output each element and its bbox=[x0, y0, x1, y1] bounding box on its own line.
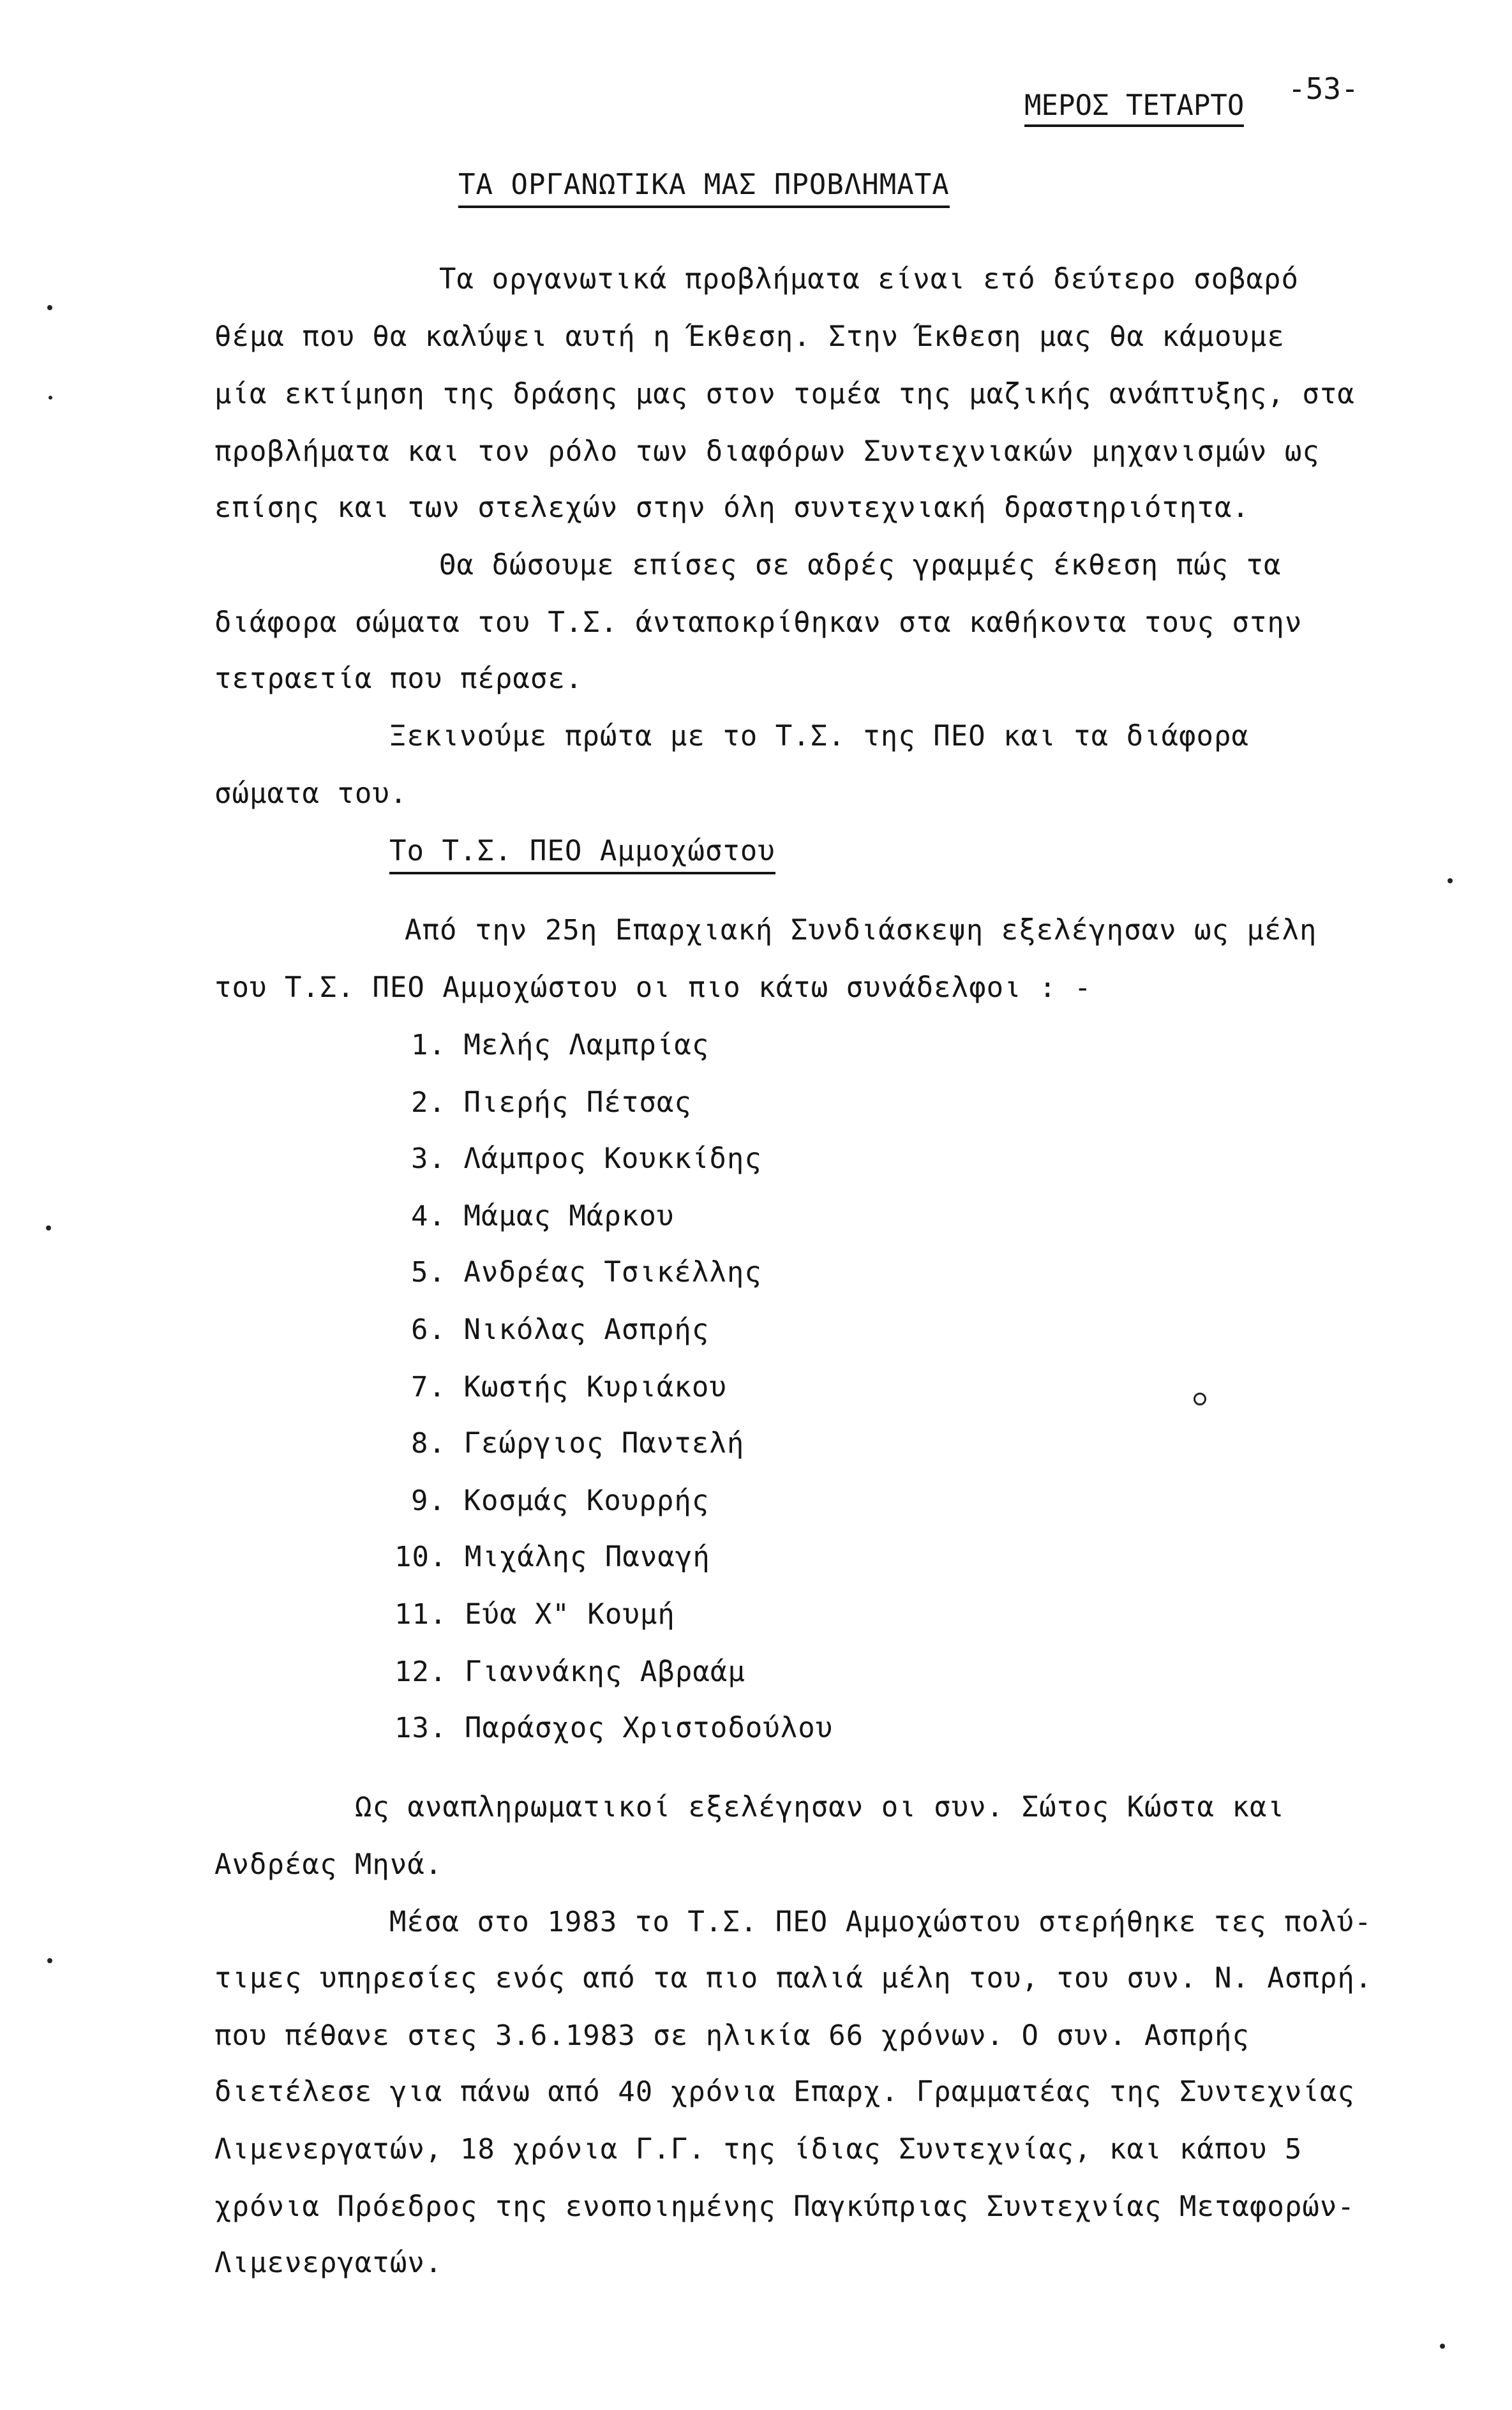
obituary-line: που πέθανε στες 3.6.1983 σε ηλικία 66 χρόνων. Ο συν. Ασπρής bbox=[214, 2019, 1250, 2052]
election-line: του Τ.Σ. ΠΕΟ Αμμοχώστου οι πιο κάτω συνάδελφοι : - bbox=[214, 971, 1092, 1004]
page-number: -53- bbox=[1288, 71, 1359, 106]
circle-mark bbox=[1194, 1393, 1206, 1405]
substitutes-line: Ανδρέας Μηνά. bbox=[214, 1848, 443, 1881]
member-item: 13. Παράσχος Χριστοδούλου bbox=[394, 1712, 834, 1744]
scan-speck bbox=[47, 305, 52, 310]
scan-speck bbox=[1440, 2344, 1445, 2349]
member-item: 12. Γιαννάκης Αβραάμ bbox=[394, 1656, 745, 1688]
intro-line: Ξεκινούμε πρώτα με το Τ.Σ. της ΠΕΟ και τα διάφορα bbox=[389, 720, 1250, 752]
page-title: ΤΑ ΟΡΓΑΝΩΤΙΚΑ ΜΑΣ ΠΡΟΒΛΗΜΑΤΑ bbox=[458, 167, 950, 208]
intro-line: τετραετία που πέρασε. bbox=[214, 662, 583, 695]
member-item: 2. Πιερής Πέτσας bbox=[411, 1086, 692, 1119]
member-item: 10. Μιχάλης Παναγή bbox=[394, 1541, 710, 1573]
member-item: 11. Εύα Χ" Κουμή bbox=[394, 1598, 675, 1631]
intro-line: προβλήματα και τον ρόλο των διαφόρων Συντεχνιακών μηχανισμών ως bbox=[214, 435, 1320, 468]
intro-line: θέμα που θα καλύψει αυτή η Έκθεση. Στην Έκθεση μας θα κάμουμε bbox=[214, 320, 1285, 353]
intro-line: διάφορα σώματα του Τ.Σ. άνταποκρίθηκαν στα καθήκοντα τους στην bbox=[214, 606, 1303, 639]
obituary-line: τιμες υπηρεσίες ενός από τα πιο παλιά μέλη του, του συν. Ν. Ασπρή. bbox=[214, 1962, 1373, 1995]
obituary-line: χρόνια Πρόεδρος της ενοποιημένης Παγκύπριας Συντεχνίας Μεταφορών- bbox=[214, 2190, 1355, 2223]
intro-line: μία εκτίμηση της δράσης μας στον τομέα της μαζικής ανάπτυξης, στα bbox=[214, 378, 1355, 410]
scan-speck bbox=[49, 396, 52, 400]
section-header: ΜΕΡΟΣ ΤΕΤΑΡΤΟ bbox=[1024, 89, 1244, 127]
obituary-line: Λιμενεργατών. bbox=[214, 2247, 443, 2279]
obituary-line: Μέσα στο 1983 το Τ.Σ. ΠΕΟ Αμμοχώστου στερήθηκε τες πολύ- bbox=[389, 1906, 1372, 1938]
member-item: 6. Νικόλας Ασπρής bbox=[411, 1314, 710, 1346]
member-item: 5. Ανδρέας Τσικέλλης bbox=[411, 1256, 762, 1289]
member-item: 9. Κοσμάς Κουρρής bbox=[411, 1485, 710, 1517]
scan-speck bbox=[47, 1958, 52, 1963]
scan-speck bbox=[46, 1225, 51, 1231]
election-line: Από την 25η Επαρχιακή Συνδιάσκεψη εξελέγησαν ως μέλη bbox=[405, 914, 1317, 947]
member-item: 1. Μελής Λαμπρίας bbox=[411, 1029, 710, 1061]
member-item: 3. Λάμπρος Κουκκίδης bbox=[411, 1142, 762, 1175]
member-item: 8. Γεώργιος Παντελή bbox=[411, 1427, 745, 1460]
intro-line: Τα οργανωτικά προβλήματα είναι ετό δεύτερο σοβαρό bbox=[439, 263, 1299, 296]
intro-line: σώματα του. bbox=[214, 777, 408, 810]
subheading: Το Τ.Σ. ΠΕΟ Αμμοχώστου bbox=[389, 834, 775, 874]
obituary-line: Λιμενεργατών, 18 χρόνια Γ.Γ. της ίδιας Συντεχνίας, και κάπου 5 bbox=[214, 2133, 1303, 2166]
obituary-line: διετέλεσε για πάνω από 40 χρόνια Επαρχ. Γραμματέας της Συντεχνίας bbox=[214, 2076, 1355, 2108]
scan-speck bbox=[1448, 878, 1453, 883]
substitutes-line: Ως αναπληρωματικοί εξελέγησαν οι συν. Σώτος Κώστα και bbox=[355, 1791, 1285, 1823]
intro-line: επίσης και των στελεχών στην όλη συντεχνιακή δραστηριότητα. bbox=[214, 491, 1250, 524]
intro-line: Θα δώσουμε επίσες σε αδρές γραμμές έκθεση πώς τα bbox=[439, 549, 1282, 581]
member-item: 4. Μάμας Μάρκου bbox=[411, 1200, 675, 1232]
member-item: 7. Κωστής Κυριάκου bbox=[411, 1371, 727, 1403]
